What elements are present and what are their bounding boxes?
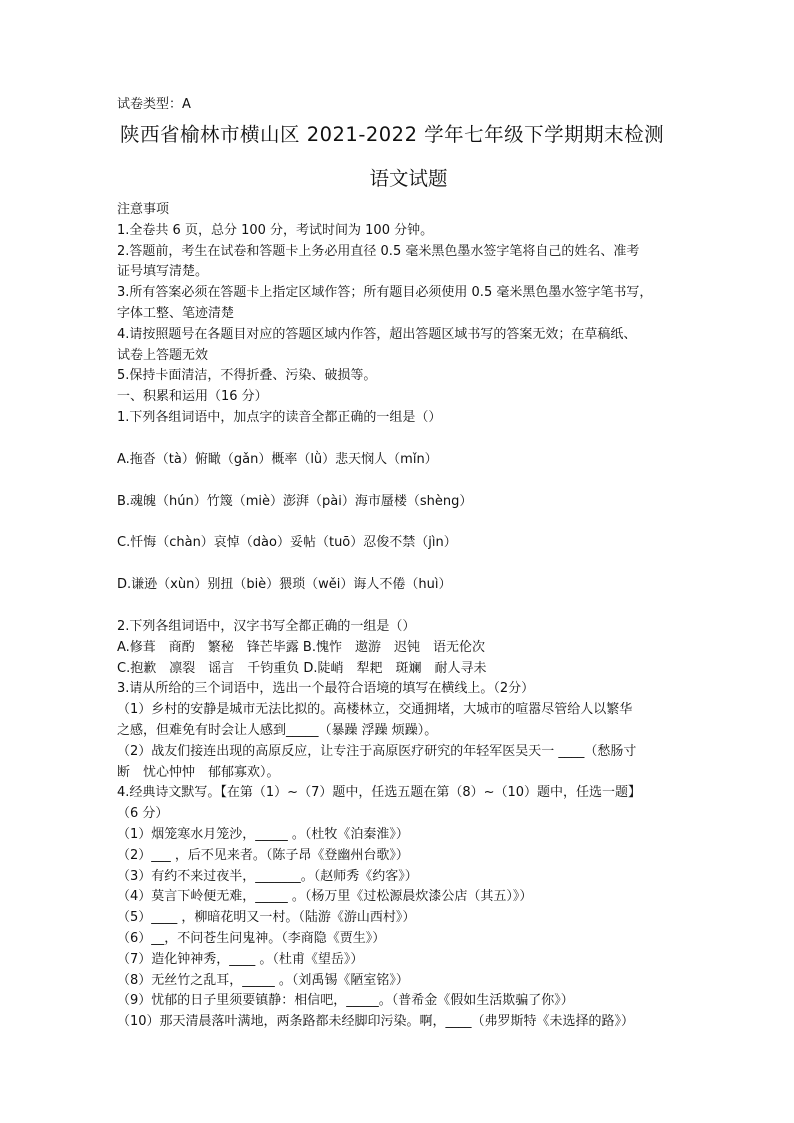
option-b: B.魂魄（hún）竹篾（miè）澎湃（pài）海市蜃楼（shèng） <box>117 493 473 509</box>
question-line: 之感，但难免有时会让人感到_____（暴躁 浮躁 烦躁）。 <box>117 722 438 738</box>
question-3 <box>117 679 697 783</box>
option-a: A.拖沓（tà）俯瞰（gǎn）概率（lǜ）悲天悯人（mǐn） <box>117 451 438 467</box>
notes-line: 3.所有答案必须在答题卡上指定区域作答；所有题目必须使用 0.5 毫米黑色墨水签字笔书写， <box>117 285 653 301</box>
question-stem: 4.经典诗文默写。【在第（1）~（7）题中，任选五题在第（8）~（10）题中，任选一题】 <box>117 785 642 801</box>
question-score: （6 分） <box>117 806 169 822</box>
notes-line: 5.保持卡面清洁，不得折叠、污染、破损等。 <box>117 368 377 384</box>
exam-title: 陕西省榆林市横山区 2021-2022 学年七年级下学期期末检测 <box>120 123 665 146</box>
question-line: （1）乡村的安静是城市无法比拟的。高楼林立，交通拥堵，大城市的喧嚣尽管给人以繁华 <box>117 702 633 718</box>
recitation-item: （8）无丝竹之乱耳，_____ 。（刘禹锡《陋室铭》） <box>117 972 409 988</box>
question-stem: 1.下列各组词语中，加点字的读音全都正确的一组是（） <box>117 409 442 425</box>
notes-line: 字体工整、笔迹清楚 <box>117 305 235 321</box>
notes-line: 4.请按照题号在各题目对应的答题区域内作答，超出答题区域书写的答案无效；在草稿纸、 <box>117 326 637 342</box>
recitation-item: （1）烟笼寒水月笼沙，_____ 。（杜牧《泊秦淮》） <box>117 826 409 842</box>
recitation-item: （10）那天清晨落叶满地，两条路都未经脚印污染。啊，____（弗罗斯特《未选择的路》） <box>117 1014 635 1030</box>
option-c: C.忏悔（chàn）哀悼（dào）妥帖（tuō）忍俊不禁（jìn） <box>117 535 457 551</box>
recitation-item: （9）忧郁的日子里须要镇静：相信吧，_____。（普希金《假如生活欺骗了你》） <box>117 993 574 1009</box>
question-stem: 3.请从所给的三个词语中，选出一个最符合语境的填写在横线上。（2分） <box>117 681 535 697</box>
notes-line: 证号填写清楚。 <box>117 264 209 280</box>
recitation-item: （5）____ ，柳暗花明又一村。（陆游《游山西村》） <box>117 910 416 926</box>
exam-page <box>117 96 697 1033</box>
recitation-item: （3）有约不来过夜半，_______。（赵师秀《约客》） <box>117 868 418 884</box>
options-row: A.修葺 商酌 繁秘 锋芒毕露 B.愧怍 遨游 迟钝 语无伦次 <box>117 639 485 655</box>
recitation-item: （7）造化钟神秀，____ 。（杜甫《望岳》） <box>117 951 364 967</box>
recitation-item: （6）__，不问苍生问鬼神。（李商隐《贾生》） <box>117 930 386 946</box>
notes-line: 1.全卷共 6 页，总分 100 分，考试时间为 100 分钟。 <box>117 222 434 238</box>
option-d: D.谦逊（xùn）别扭（biè）猥琐（wěi）诲人不倦（huì） <box>117 577 452 593</box>
question-1 <box>117 408 697 596</box>
recitation-item: （4）莫言下岭便无难，_____ 。（杨万里《过松源晨炊漆公店（其五）》） <box>117 889 533 905</box>
question-stem: 2.下列各组词语中，汉字书写全都正确的一组是（） <box>117 618 416 634</box>
question-2 <box>117 617 697 679</box>
notes-line: 试卷上答题无效 <box>117 347 209 363</box>
exam-subtitle: 语文试题 <box>369 167 448 190</box>
notes-line: 2.答题前，考生在试卷和答题卡上务必用直径 0.5 毫米黑色墨水签字笔将自己的姓名、准考 <box>117 243 640 259</box>
question-4 <box>117 783 697 1033</box>
notes-heading: 注意事项 <box>117 202 170 217</box>
notes-section <box>117 200 697 387</box>
recitation-item: （2）___ ，后不见来者。（陈子昂《登幽州台歌》） <box>117 847 409 863</box>
paper-type: 试卷类型：A <box>117 97 191 112</box>
question-line: 断 忧心忡忡 郁郁寡欢）。 <box>117 764 280 780</box>
question-line: （2）战友们接连出现的高原反应，让专注于高原医疗研究的年轻军医吴天一 ____（愁肠寸 <box>117 743 637 759</box>
section-heading: 一、积累和运用（16 分） <box>117 389 268 405</box>
options-row: C.抱歉 凛裂 谣言 千钧重负 D.陡峭 犁耙 斑斓 耐人寻未 <box>117 660 487 676</box>
